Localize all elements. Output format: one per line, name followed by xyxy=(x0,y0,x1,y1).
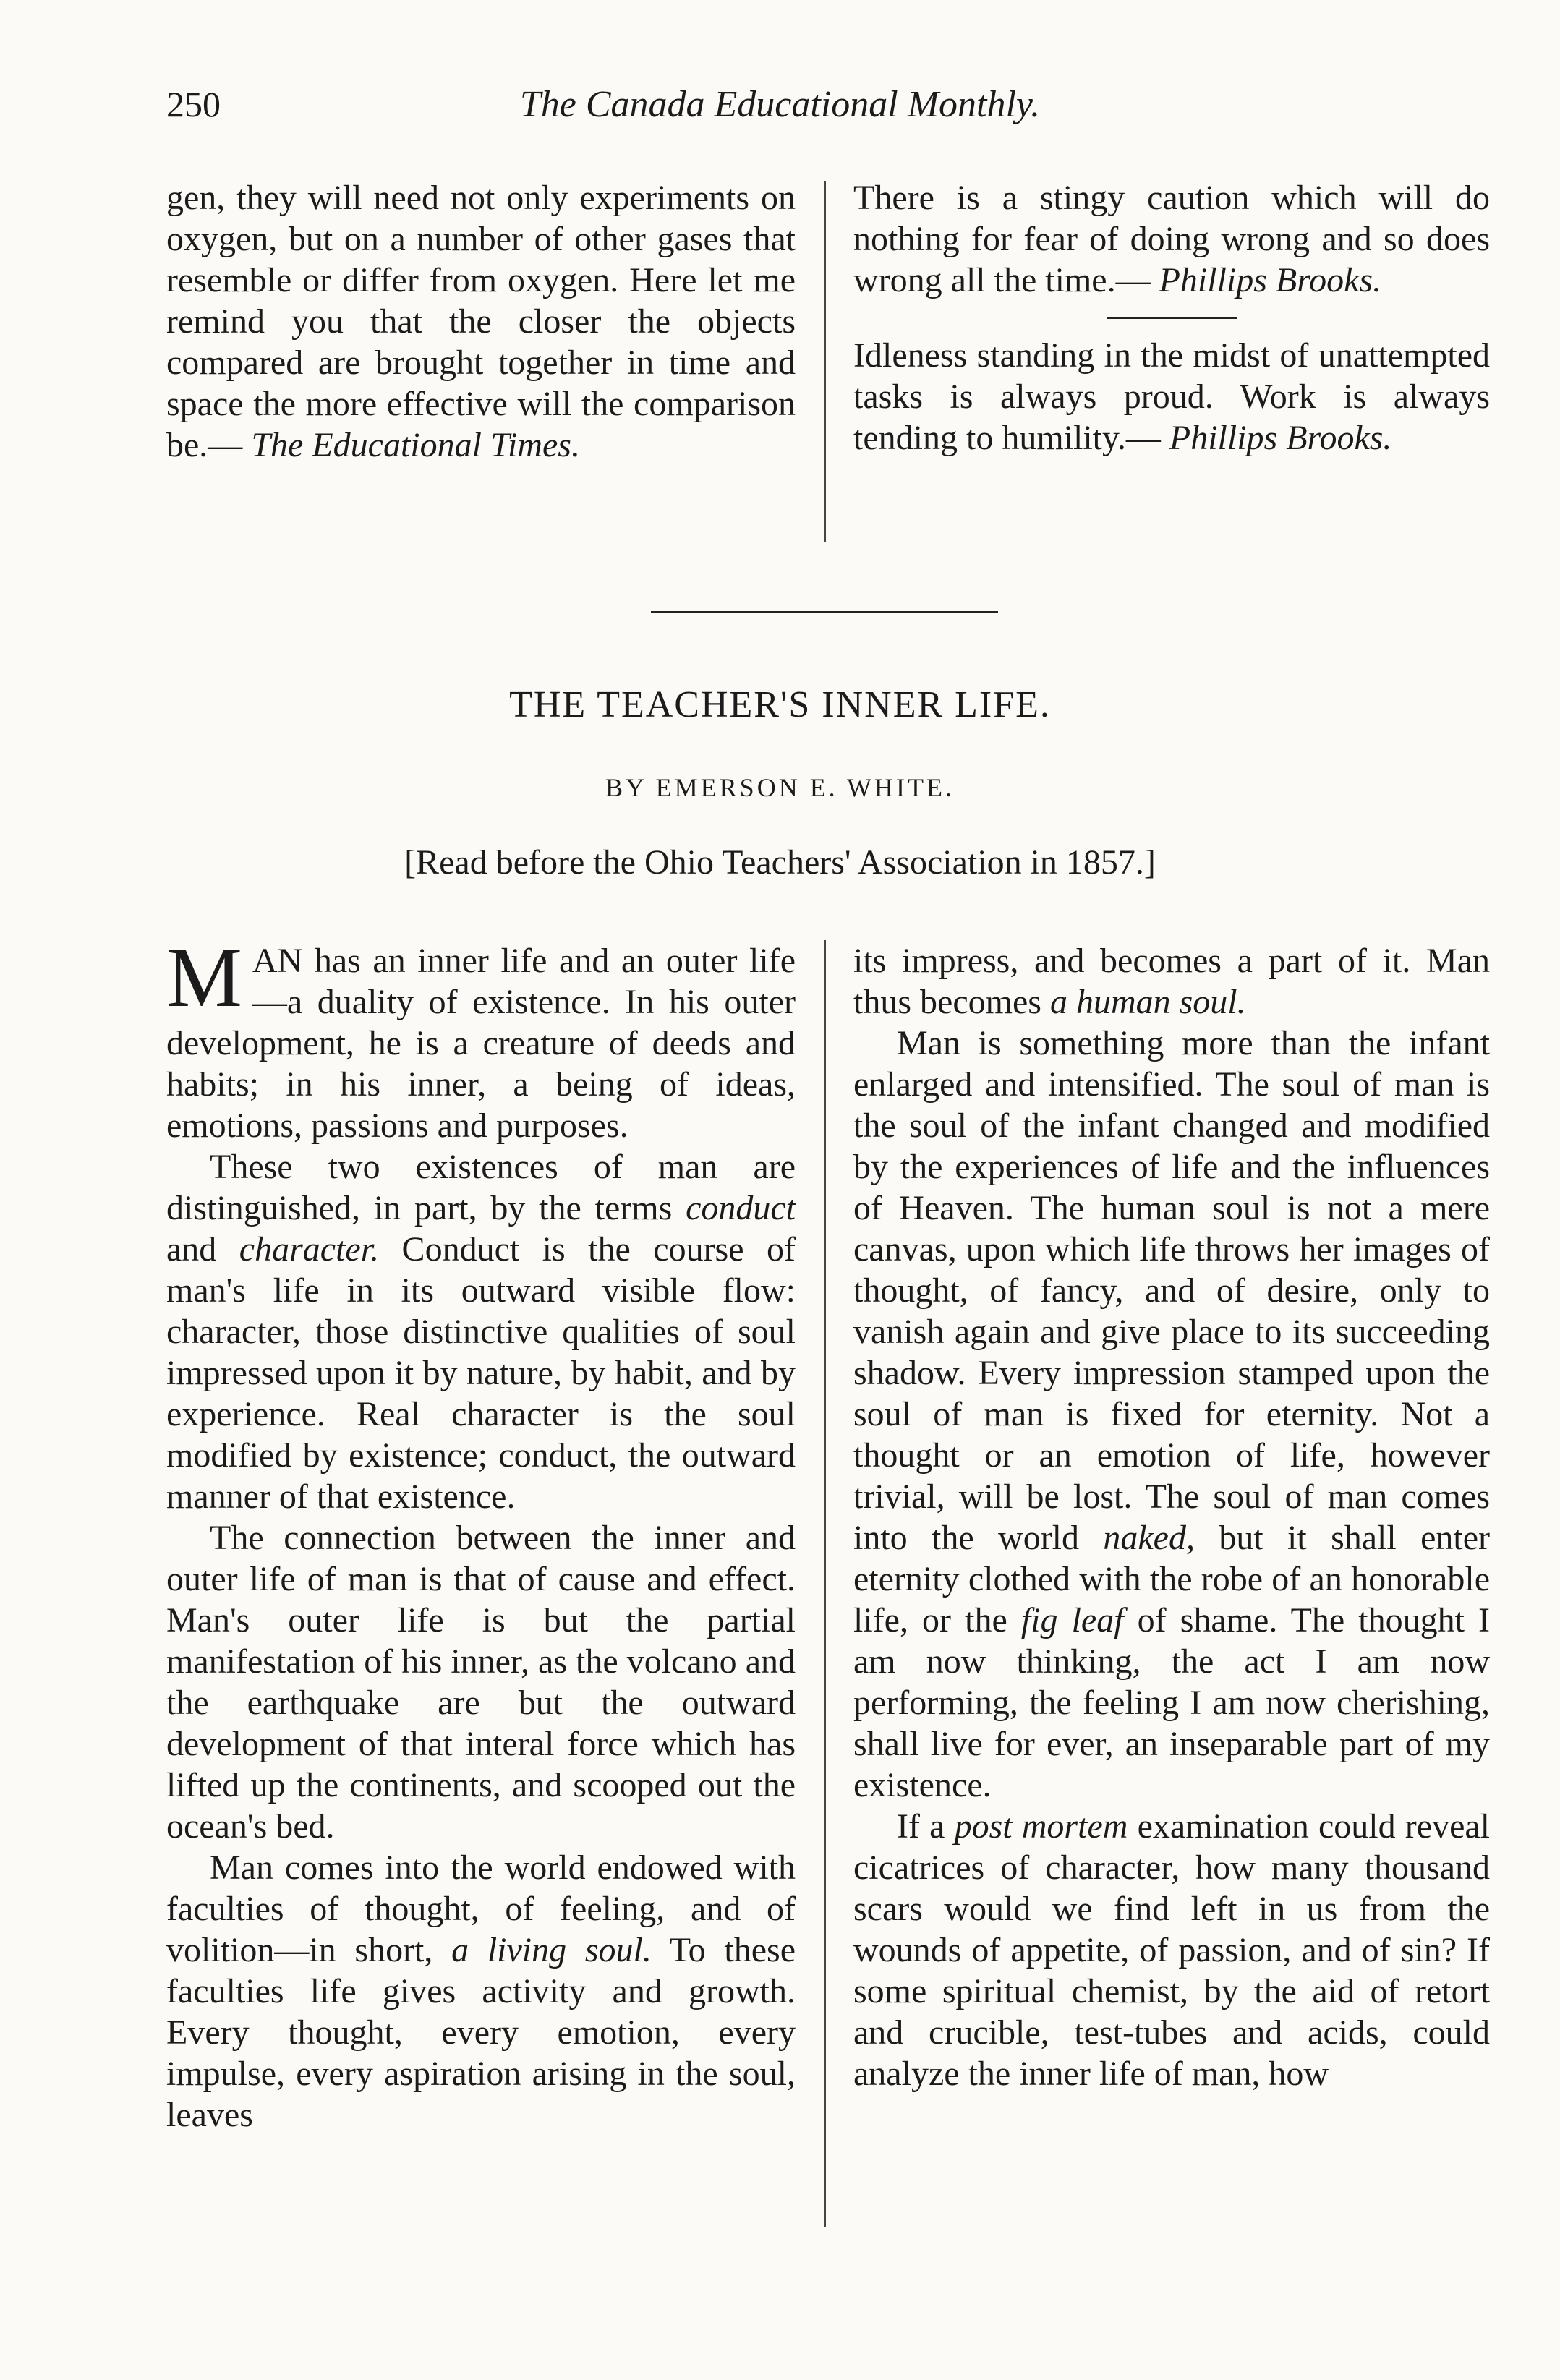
quote-2-source: Phillips Brooks. xyxy=(1169,419,1392,457)
left-p2-italic-1: conduct xyxy=(686,1189,796,1227)
right-p1-a: its impress, and becomes a part of it. Man thus becomes xyxy=(853,942,1490,1021)
running-title: The Canada Educational Monthly. xyxy=(519,84,1041,125)
right-p2-italic-1: naked, xyxy=(1103,1519,1195,1557)
right-p2-a: Man is something more than the infant enlarged and intensified. The soul of man is the soul of the infant changed and modified by the experiences of life and the influences of Heaven. The human soul is not a mere canvas, upon which life throws her images of thought, of fancy, and of desire, only to vanish again and give place to its succeeding shadow. Every impression stamped upon the soul of man is fixed for eternity. Not a thought or an emotion of life, however trivial, will be lost. The soul of man comes into the world xyxy=(853,1024,1490,1557)
top-right-column xyxy=(853,177,1490,458)
left-paragraph-4 xyxy=(166,1847,796,2136)
right-p2-italic-2: fig leaf xyxy=(1020,1601,1124,1639)
right-body-column xyxy=(853,940,1490,2094)
right-p2-c: of shame. The thought I am now thinking, the act I am now performing, the feeling I am now cherishing, shall live for ever, an inseparable part of my existence. xyxy=(853,1601,1491,1804)
left-p2-c: Conduct is the course of man's life in its outward visible flow: character, those distinctive qualities of soul impressed upon it by nature, by habit, and by experience. Real character is the soul modified by existence; conduct, the outward manner of that existence. xyxy=(166,1230,796,1516)
left-paragraph-1 xyxy=(166,930,796,1146)
left-p2-a: These two existences of man are distinguished, in part, by the terms xyxy=(166,1148,796,1227)
drop-cap: M xyxy=(166,930,242,1025)
article-title: THE TEACHER'S INNER LIFE. xyxy=(509,684,1051,725)
right-paragraph-2 xyxy=(853,1023,1490,1806)
left-paragraph-2 xyxy=(166,1146,796,1517)
left-p4-b: To these faculties life gives activity and growth. Every thought, every emotion, every impulse, every aspiration arising in the soul, leaves xyxy=(166,1931,796,2134)
left-p2-italic-2: character. xyxy=(239,1230,380,1268)
top-left-source: The Educational Times. xyxy=(251,426,580,464)
left-p1-text: AN has an inner life and an outer life—a duality of existence. In his outer development, he is a creature of deeds and habits; in his inner, a being of ideas, emotions, passions and purposes. xyxy=(166,942,796,1145)
page-number: 250 xyxy=(166,84,221,124)
top-left-paragraph xyxy=(166,177,796,466)
column-divider-body xyxy=(824,940,826,2227)
right-p3-b: examination could reveal cicatrices of character, how many thousand scars would we find left in us from the wounds of appetite, of passion, and of sin? If some spiritual chemist, by the aid of retort and crucible, test-tubes and acids, could analyze the inner life of man, how xyxy=(853,1807,1491,2093)
quote-1-text: There is a stingy caution which will do nothing for fear of doing wrong and so does wrong all the time.— xyxy=(853,179,1490,299)
top-left-column xyxy=(166,177,796,466)
right-p2-b: but it shall enter eternity clothed with the robe of an honorable life, or the xyxy=(853,1519,1491,1639)
left-p2-b: and xyxy=(166,1230,217,1268)
right-p3-italic: post mortem xyxy=(954,1807,1128,1846)
right-paragraph-3 xyxy=(853,1806,1490,2094)
article-note: [Read before the Ohio Teachers' Association in 1857.] xyxy=(404,843,1156,882)
right-p1-italic: a human soul. xyxy=(1049,983,1246,1021)
quote-2 xyxy=(853,335,1490,458)
left-body-column xyxy=(166,930,796,2136)
left-p4-italic: a living soul. xyxy=(451,1931,652,1969)
top-left-text: gen, they will need not only experiments on oxygen, but on a number of other gases that resemble or differ from oxygen. Here let me remind you that the closer the objects compared are brought together in time and space the more effective will the comparison be.— xyxy=(166,179,796,464)
right-p3-a: If a xyxy=(897,1807,945,1846)
article-byline: BY EMERSON E. WHITE. xyxy=(605,773,955,802)
quote-1-source: Phillips Brooks. xyxy=(1159,261,1382,299)
quote-1 xyxy=(853,177,1490,301)
quote-separator xyxy=(1107,317,1237,319)
left-paragraph-3: The connection between the inner and outer life of man is that of cause and effect. Man's outer life is but the partial manifestation of his inner, as the volcano and the earthquake are but the outward development of that interal force which has lifted up the continents, and scooped out the ocean's bed. xyxy=(166,1519,796,1846)
right-paragraph-1 xyxy=(853,940,1490,1023)
column-divider-top xyxy=(824,181,826,542)
page-header xyxy=(166,83,1394,141)
quote-2-text: Idleness standing in the midst of unattempted tasks is always proud. Work is always tending to humility.— xyxy=(853,336,1490,457)
section-rule xyxy=(651,611,998,613)
left-p4-a: Man comes into the world endowed with faculties of thought, of feeling, and of volition—in short, xyxy=(166,1848,796,1969)
